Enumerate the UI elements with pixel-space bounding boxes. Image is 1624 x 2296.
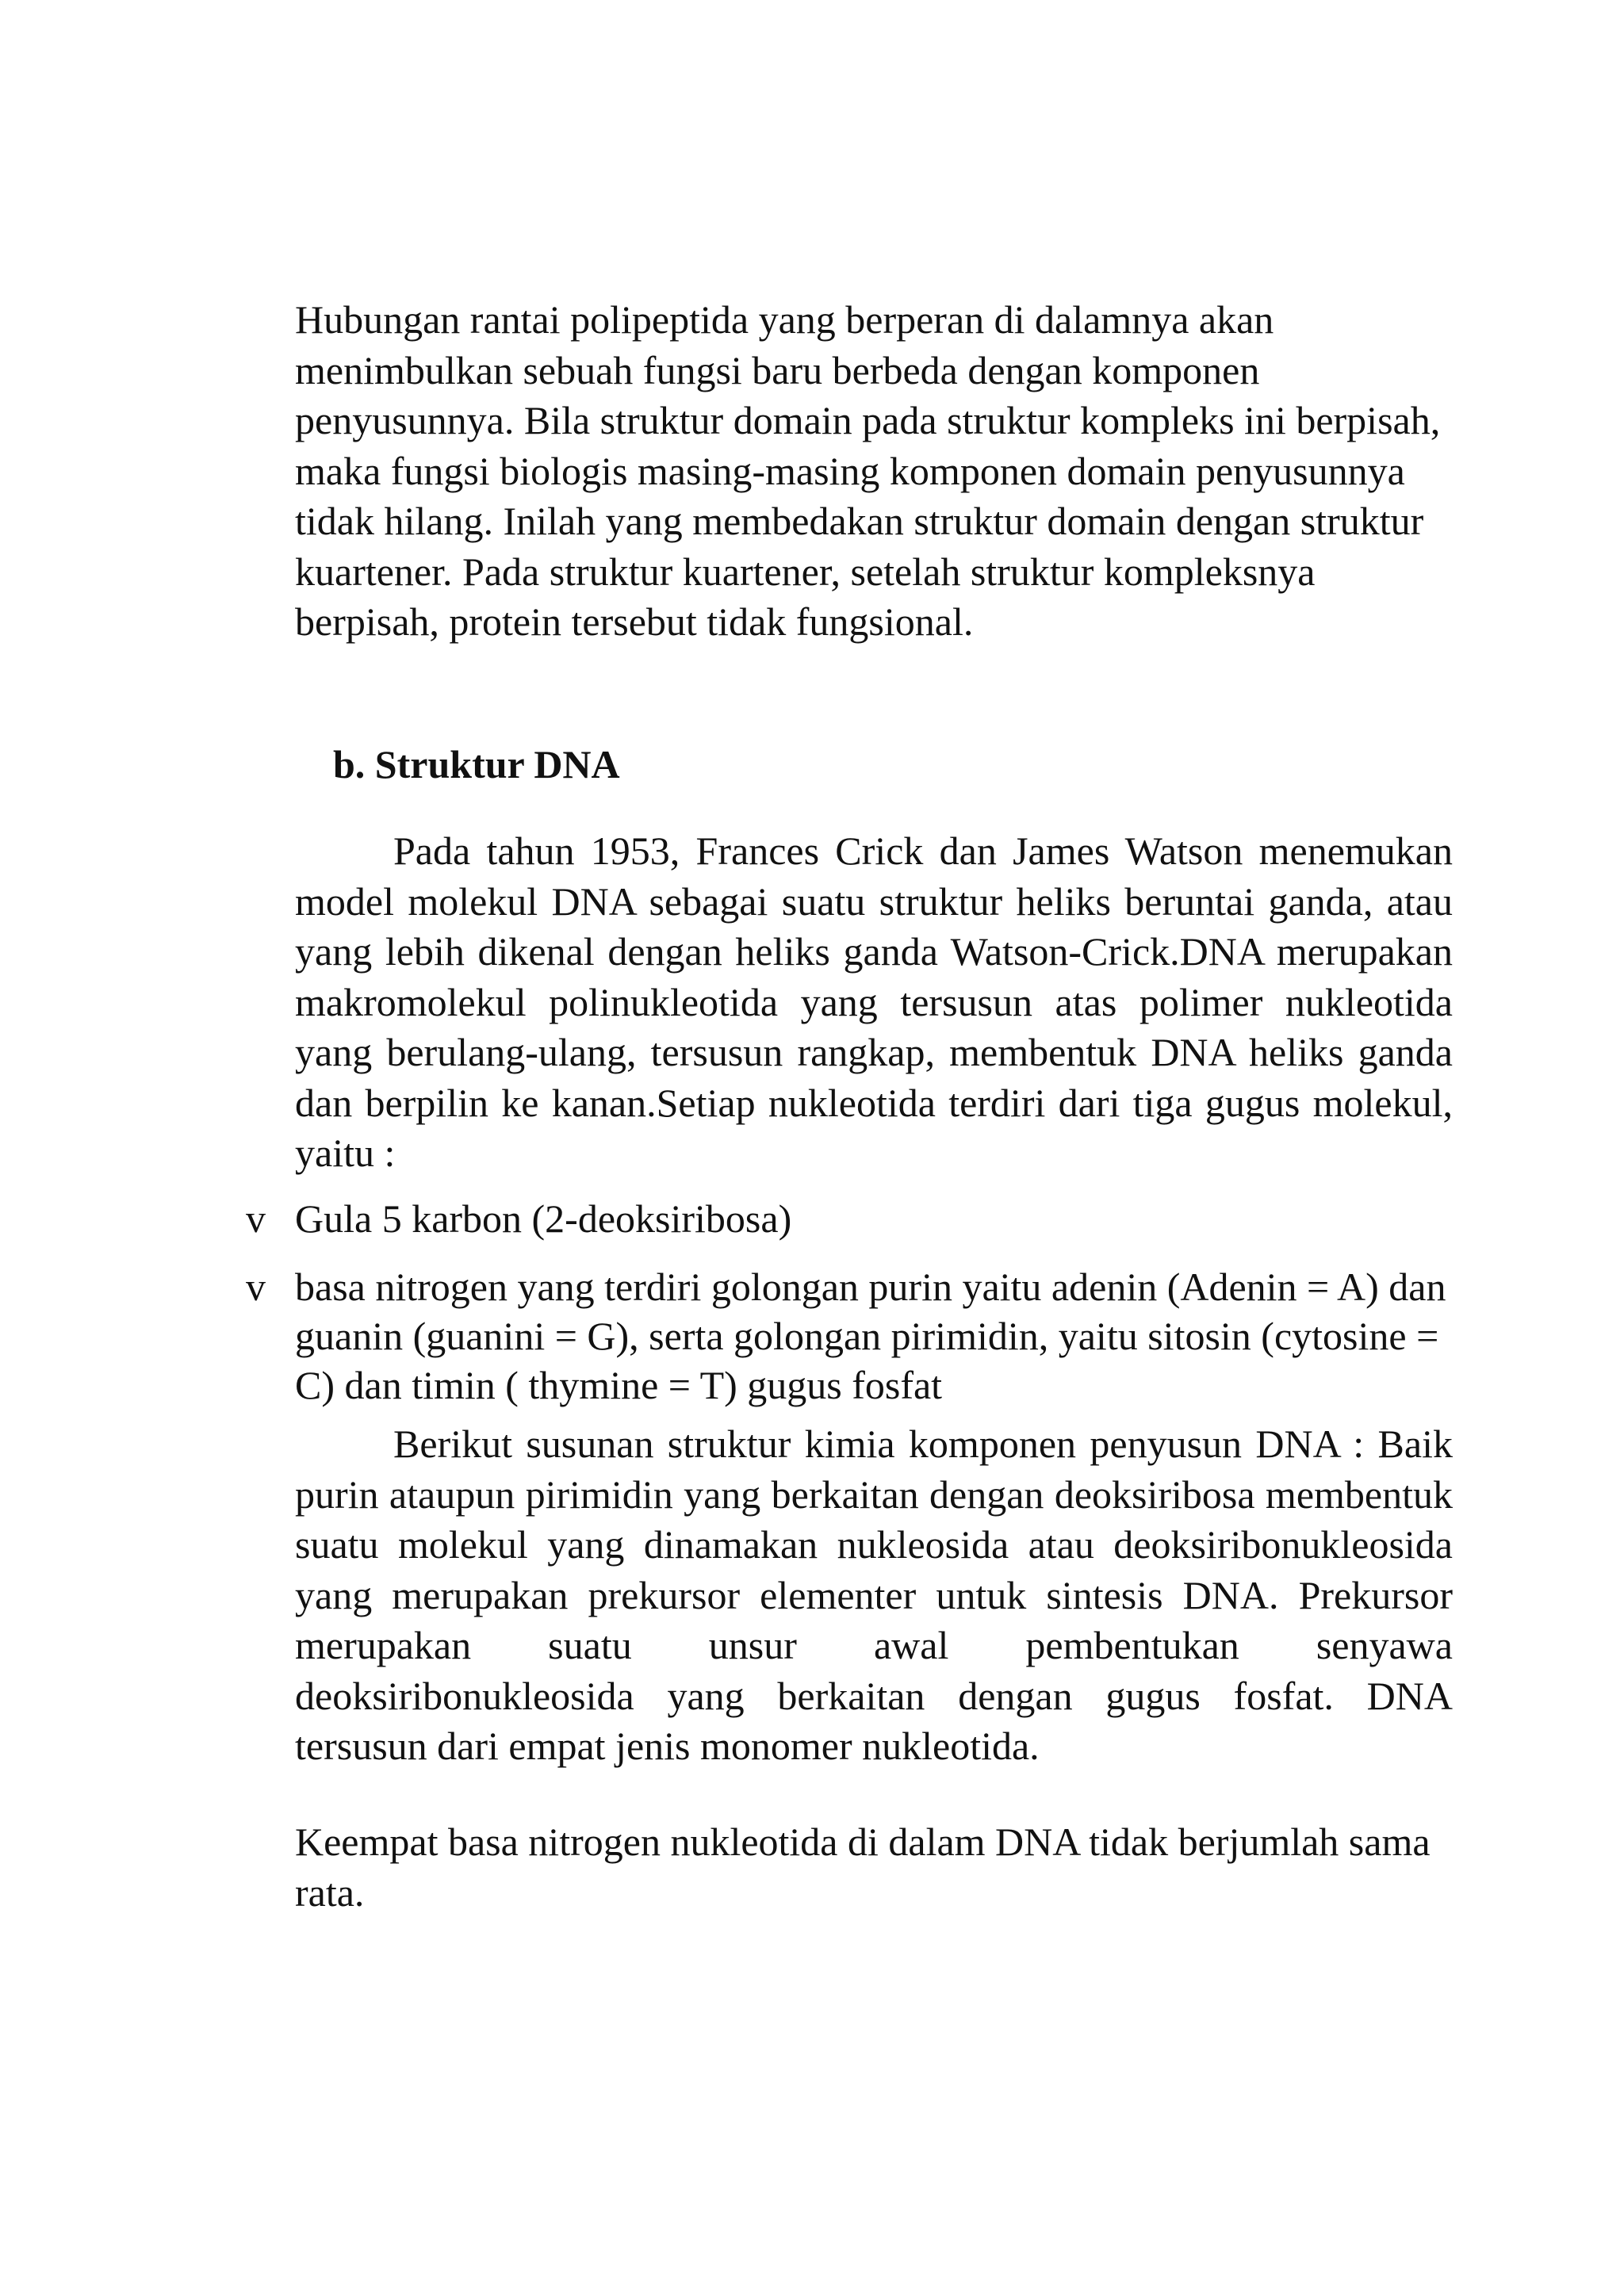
paragraph-watson-crick: Pada tahun 1953, Frances Crick dan James Watson menemukan model molekul DNA sebagai suatu struktur heliks beruntai ganda, atau yang lebih dikenal dengan heliks ganda Watson-Crick.DNA merupakan makromolekul polinukleotida yang tersusun atas polimer nukleotida yang berulang-ulang, tersusun rangkap, membentuk DNA heliks ganda dan berpilin ke kanan.Setiap nukleotida terdiri dari tiga gugus molekul, yaitu :: [295, 828, 1453, 1175]
bullet-marker: v: [246, 1196, 266, 1241]
bullet-text: Gula 5 karbon (2-deoksiribosa): [295, 1196, 792, 1241]
section-heading-struktur-dna: b. Struktur DNA: [333, 742, 620, 786]
list-item-basa-nitrogen: [246, 1262, 1459, 1410]
bullet-marker: v: [246, 1265, 266, 1309]
paragraph-polipeptida: Hubungan rantai polipeptida yang berperan di dalamnya akan menimbulkan sebuah fungsi baru berbeda dengan komponen penyusunnya. Bila struktur domain pada struktur kompleks ini berpisah, maka fungsi biologis masing-masing komponen domain penyusunnya tidak hilang. Inilah yang membedakan struktur domain dengan struktur kuartener. Pada struktur kuartener, setelah struktur kompleksnya berpisah, protein tersebut tidak fungsional.: [295, 297, 1441, 644]
list-item-gula: [246, 1194, 1459, 1243]
paragraph-struktur-kimia: Berikut susunan struktur kimia komponen penyusun DNA : Baik purin ataupun pirimidin yang berkaitan dengan deoksiribosa membentuk suatu molekul yang dinamakan nukleosida atau deoksiribonukleosida yang merupakan prekursor elementer untuk sintesis DNA. Prekursor merupakan suatu unsur awal pembentukan senyawa deoksiribonukleosida yang berkaitan dengan gugus fosfat. DNA tersusun dari empat jenis monomer nukleotida.: [295, 1422, 1453, 1768]
bullet-text: basa nitrogen yang terdiri golongan purin yaitu adenin (Adenin = A) dan guanin (guanini = G), serta golongan pirimidin, yaitu sitosin (cytosine = C) dan timin ( thymine = T) gugus fosfat: [295, 1265, 1446, 1407]
paragraph-basa-nitrogen: Keempat basa nitrogen nukleotida di dalam DNA tidak berjumlah sama rata.: [295, 1820, 1431, 1915]
